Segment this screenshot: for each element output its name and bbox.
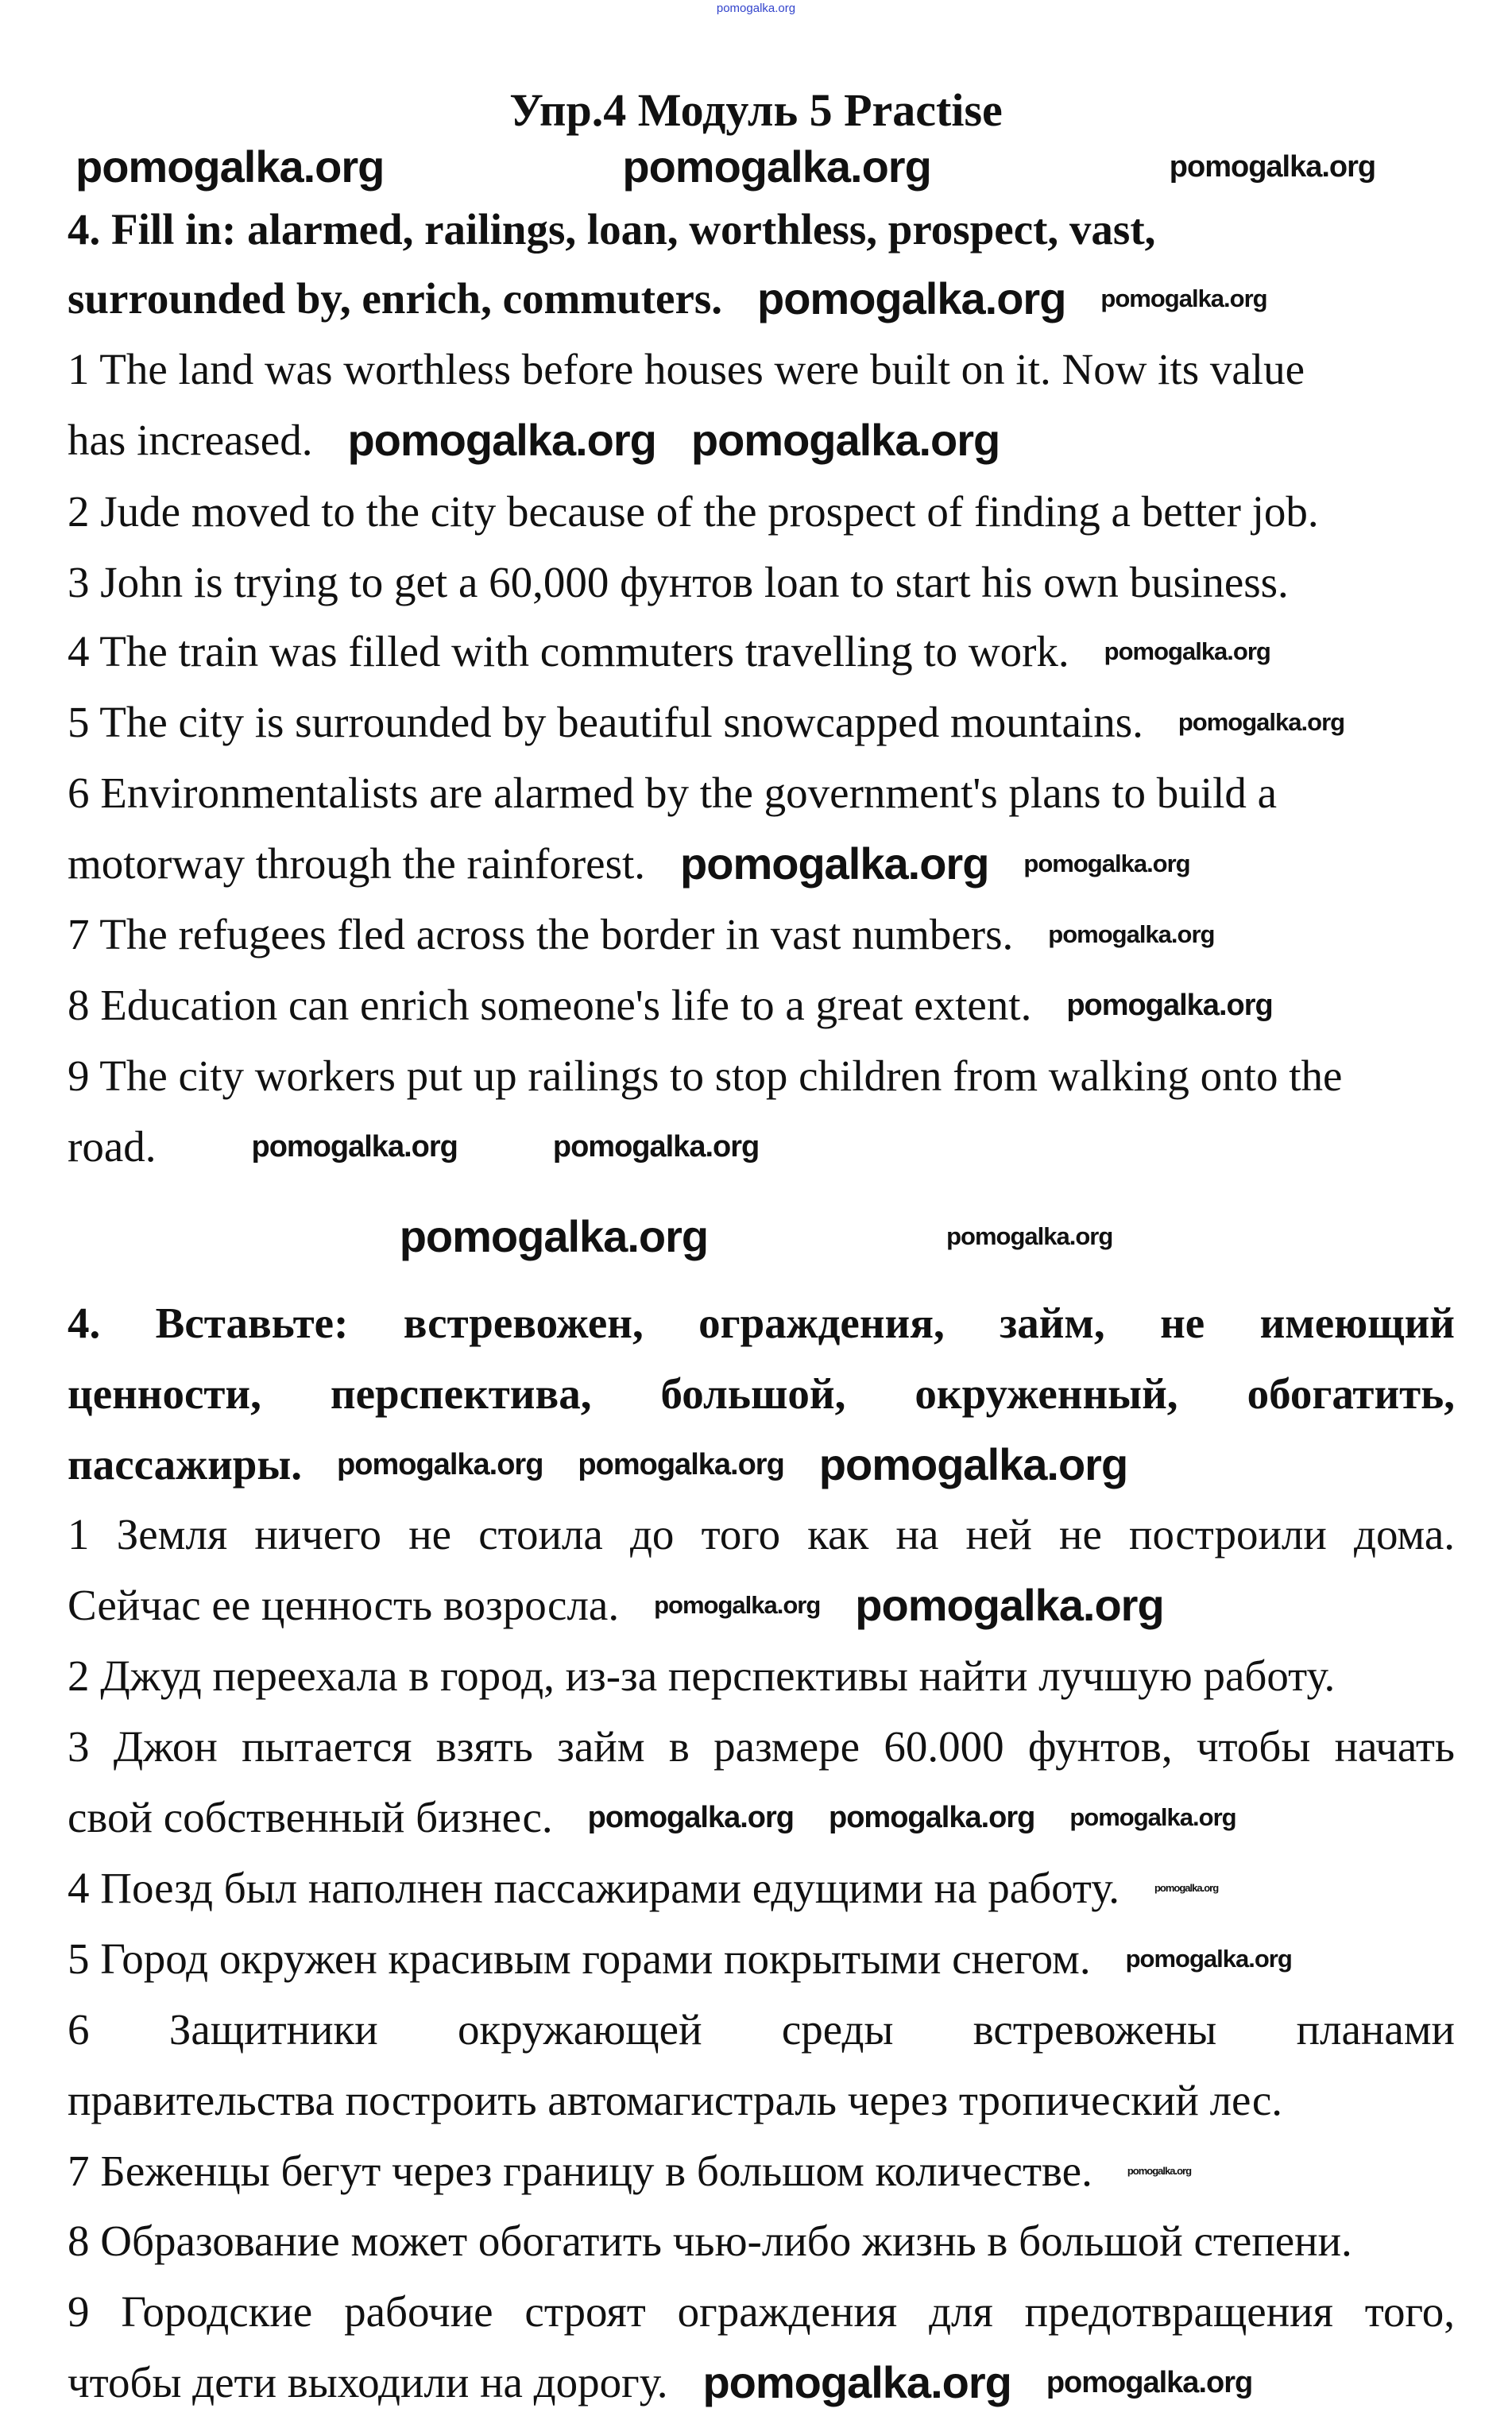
english-line: 9 The city workers put up railings to stop children from walking onto the xyxy=(68,1051,1343,1100)
english-line: 4 The train was filled with commuters travelling to work. xyxy=(68,627,1069,676)
english-line: 8 Education can enrich someone's life to a great extent. xyxy=(68,981,1032,1029)
watermark: pomogalka.org xyxy=(829,1801,1035,1834)
russian-line-row xyxy=(68,1935,1292,1983)
russian-line: 4 Поезд был наполнен пассажирами едущими на работу. xyxy=(68,1864,1119,1912)
watermark: pomogalka.org xyxy=(347,415,656,465)
english-line-row xyxy=(68,1123,759,1171)
english-line: 2 Jude moved to the city because of the prospect of finding a better job. xyxy=(68,487,1319,536)
watermark: pomogalka.org xyxy=(1125,1945,1292,1973)
top-watermark-link[interactable]: pomogalka.org xyxy=(716,2,796,15)
russian-line: правительства построить автомагистраль через тропический лес. xyxy=(68,2076,1282,2124)
russian-line: 2 Джуд переехала в город, из-за перспективы найти лучшую работу. xyxy=(68,1651,1336,1700)
watermark-row xyxy=(0,1213,1512,1260)
watermark: pomogalka.org xyxy=(1023,850,1190,877)
watermark: pomogalka.org xyxy=(757,273,1066,323)
watermark: pomogalka.org xyxy=(1100,285,1267,312)
english-line: 5 The city is surrounded by beautiful snowcapped mountains. xyxy=(68,698,1143,746)
watermark: pomogalka.org xyxy=(690,415,1000,465)
watermark: pomogalka.org xyxy=(75,141,385,192)
english-line-row xyxy=(68,699,1344,746)
english-line-row xyxy=(68,628,1270,676)
english-instruction-cont: surrounded by, enrich, commuters. xyxy=(68,274,723,323)
english-line: 6 Environmentalists are alarmed by the government's plans to build a xyxy=(68,769,1278,817)
watermark: pomogalka.org xyxy=(855,1580,1164,1630)
watermark: pomogalka.org xyxy=(1104,637,1270,665)
watermark: pomogalka.org xyxy=(1048,920,1215,948)
russian-line: 9 Городские рабочие строят ограждения для предотвращения того, xyxy=(68,2287,1455,2336)
russian-line: 8 Образование может обогатить чью-либо жизнь в большой степени. xyxy=(68,2217,1352,2265)
russian-line: 7 Беженцы бегут через границу в большом количестве. xyxy=(68,2147,1092,2195)
russian-instruction: 4. Вставьте: встревожен, ограждения, займ, не имеющий xyxy=(68,1299,1455,1347)
russian-line: чтобы дети выходили на дорогу. xyxy=(68,2358,668,2406)
page-title: Упр.4 Модуль 5 Practise xyxy=(509,84,1003,136)
watermark: pomogalka.org xyxy=(1154,1882,1219,1894)
russian-line: 1 Земля ничего не стоила до того как на ней не построили дома. xyxy=(68,1510,1455,1558)
russian-line-row xyxy=(68,2147,1191,2195)
english-instruction: 4. Fill in: alarmed, railings, loan, worthless, prospect, vast, xyxy=(68,205,1156,254)
russian-line: Сейчас ее ценность возросла. xyxy=(68,1581,620,1629)
watermark: pomogalka.org xyxy=(1069,1803,1236,1831)
watermark: pomogalka.org xyxy=(818,1439,1128,1489)
watermark: pomogalka.org xyxy=(399,1211,709,1261)
watermark: pomogalka.org xyxy=(337,1448,543,1481)
english-line-row xyxy=(68,982,1273,1029)
watermark: pomogalka.org xyxy=(1178,708,1345,736)
watermark: pomogalka.org xyxy=(946,1222,1113,1250)
watermark: pomogalka.org xyxy=(251,1130,458,1164)
russian-line: 5 Город окружен красивым горами покрытыми снегом. xyxy=(68,1934,1091,1983)
watermark: pomogalka.org xyxy=(622,141,931,192)
russian-instruction-row xyxy=(68,1441,1127,1489)
watermark-row xyxy=(75,143,1375,191)
english-line: has increased. xyxy=(68,416,313,464)
english-line-row xyxy=(68,840,1190,888)
russian-line-row xyxy=(68,1794,1236,1841)
russian-instruction-cont: ценности, перспектива, большой, окруженный, обогатить, xyxy=(68,1369,1455,1418)
english-line-row xyxy=(68,911,1214,958)
watermark: pomogalka.org xyxy=(1169,150,1376,184)
watermark: pomogalka.org xyxy=(702,2357,1011,2407)
english-line-row xyxy=(68,416,1000,464)
russian-line-row xyxy=(68,1582,1164,1629)
watermark: pomogalka.org xyxy=(587,1801,794,1834)
english-line: road. xyxy=(68,1122,157,1171)
watermark: pomogalka.org xyxy=(552,1130,760,1164)
watermark: pomogalka.org xyxy=(1046,2366,1253,2399)
english-line: 7 The refugees fled across the border in vast numbers. xyxy=(68,910,1014,958)
watermark: pomogalka.org xyxy=(654,1591,821,1619)
russian-line-row xyxy=(68,1864,1218,1912)
russian-line: 6 Защитники окружающей среды встревожены планами xyxy=(68,2005,1455,2054)
russian-line-row xyxy=(68,2359,1252,2406)
watermark: pomogalka.org xyxy=(578,1448,784,1481)
russian-line: свой собственный бизнес. xyxy=(68,1793,553,1841)
russian-instruction-cont: пассажиры. xyxy=(68,1440,303,1489)
watermark: pomogalka.org xyxy=(680,838,989,889)
watermark: pomogalka.org xyxy=(1066,989,1273,1022)
english-instruction-row xyxy=(68,275,1267,323)
english-line: 1 The land was worthless before houses were built on it. Now its value xyxy=(68,345,1305,393)
russian-line: 3 Джон пытается взять займ в размере 60.000 фунтов, чтобы начать xyxy=(68,1722,1455,1771)
english-line: 3 John is trying to get a 60,000 фунтов loan to start his own business. xyxy=(68,558,1289,606)
english-line: motorway through the rainforest. xyxy=(68,839,646,888)
watermark: pomogalka.org xyxy=(1127,2165,1192,2177)
